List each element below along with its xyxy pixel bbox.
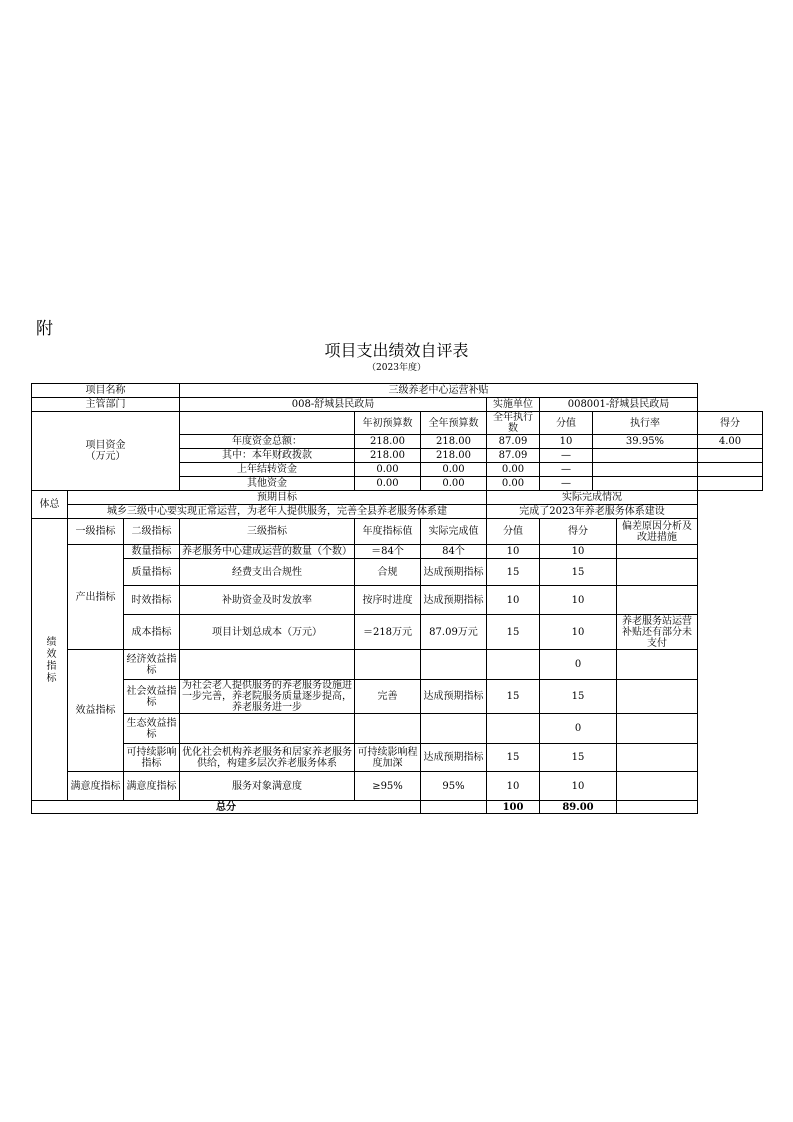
indicator-level3: 为社会老人提供服务的养老服务设施进一步完善，养老院服务质量逐步提高，养老服务进一步 <box>180 680 355 714</box>
indicator-level3: 养老服务中心建成运营的数量（个数） <box>180 545 355 559</box>
actual-completion-label: 实际完成情况 <box>487 491 698 505</box>
indicator-level3: 经费支出合规性 <box>180 559 355 586</box>
indicator-reason <box>617 559 698 586</box>
funds-label-line1: 项目资金 <box>85 440 126 451</box>
indicator-score: 0 <box>540 650 617 680</box>
output-indicator-label: 产出指标 <box>68 545 124 650</box>
indicator-score-value: 15 <box>487 615 540 650</box>
dept-label: 主管部门 <box>32 398 180 412</box>
funds-row-name: 上年结转资金 <box>180 463 355 477</box>
indicator-reason <box>617 714 698 744</box>
indicator-row <box>32 586 763 615</box>
total-reason-blank <box>617 801 698 814</box>
dept-row <box>32 398 763 412</box>
indicator-level2: 时效指标 <box>124 586 180 615</box>
total-score-value: 100 <box>487 801 540 814</box>
header-score: 得分 <box>540 519 617 545</box>
funds-label <box>32 412 180 491</box>
indicator-reason <box>617 650 698 680</box>
indicator-target: ＝218万元 <box>355 615 421 650</box>
indicator-level2: 成本指标 <box>124 615 180 650</box>
indicator-row <box>32 559 763 586</box>
year-subtitle: （2023年度） <box>367 363 426 373</box>
impl-label: 实施单位 <box>487 398 540 412</box>
indicator-actual: 达成预期指标 <box>421 559 487 586</box>
performance-table <box>31 383 763 814</box>
indicator-level3: 优化社会机构养老服务和居家养老服务供给，构建多层次养老服务体系 <box>180 744 355 772</box>
indicator-header-row <box>32 519 763 545</box>
indicator-target: ＝84个 <box>355 545 421 559</box>
funds-label-line2: （万元） <box>85 451 126 462</box>
dept-value: 008-舒城县民政局 <box>180 398 487 412</box>
funds-row-score: 4.00 <box>698 435 763 449</box>
funds-row-name: 年度资金总额： <box>180 435 355 449</box>
funds-row-executed: 0.00 <box>487 463 540 477</box>
total-score: 89.00 <box>540 801 617 814</box>
funds-header-row <box>32 412 763 435</box>
indicator-level3: 补助资金及时发放率 <box>180 586 355 615</box>
performance-indicator-label: 绩效指标 <box>32 519 68 801</box>
indicator-score-value: 15 <box>487 744 540 772</box>
satisfaction-indicator-label: 满意度指标 <box>68 772 124 801</box>
indicator-reason <box>617 680 698 714</box>
indicator-score-value: 10 <box>487 772 540 801</box>
indicator-target <box>355 714 421 744</box>
funds-row-score <box>698 477 763 491</box>
funds-row-name: 其中：本年财政拨款 <box>180 449 355 463</box>
overall-content-row <box>32 505 763 519</box>
header-level2: 二级指标 <box>124 519 180 545</box>
indicator-target <box>355 650 421 680</box>
indicator-reason <box>617 744 698 772</box>
total-row <box>32 801 763 814</box>
funds-row-annual: 218.00 <box>421 435 487 449</box>
funds-row-annual: 218.00 <box>421 449 487 463</box>
indicator-row <box>32 714 763 744</box>
indicator-reason <box>617 772 698 801</box>
indicator-reason <box>617 586 698 615</box>
funds-header-score: 得分 <box>698 412 763 435</box>
indicator-score-value <box>487 714 540 744</box>
total-label: 总分 <box>32 801 421 814</box>
indicator-actual <box>421 714 487 744</box>
funds-row-initial: 0.00 <box>355 477 421 491</box>
funds-row-score <box>698 449 763 463</box>
indicator-score: 10 <box>540 615 617 650</box>
overall-label: 体总 <box>32 491 68 519</box>
funds-row-rate <box>593 477 698 491</box>
indicator-row <box>32 545 763 559</box>
indicator-score-value: 15 <box>487 680 540 714</box>
indicator-level2: 数量指标 <box>124 545 180 559</box>
indicator-actual: 87.09万元 <box>421 615 487 650</box>
indicator-score: 10 <box>540 545 617 559</box>
funds-row-score <box>698 463 763 477</box>
indicator-actual: 84个 <box>421 545 487 559</box>
indicator-actual: 达成预期指标 <box>421 680 487 714</box>
funds-row-initial: 0.00 <box>355 463 421 477</box>
funds-header-initial: 年初预算数 <box>355 412 421 435</box>
indicator-actual: 达成预期指标 <box>421 586 487 615</box>
indicator-target: 按序时进度 <box>355 586 421 615</box>
indicator-score: 10 <box>540 772 617 801</box>
indicator-score: 15 <box>540 559 617 586</box>
project-name-row <box>32 384 763 398</box>
funds-header-score-value: 分值 <box>540 412 593 435</box>
indicator-target: 完善 <box>355 680 421 714</box>
indicator-level2: 经济效益指标 <box>124 650 180 680</box>
indicator-level3: 项目计划总成本（万元） <box>180 615 355 650</box>
funds-row-executed: 87.09 <box>487 435 540 449</box>
project-name-value: 三级养老中心运营补贴 <box>180 384 698 398</box>
indicator-level2: 社会效益指标 <box>124 680 180 714</box>
indicator-row <box>32 615 763 650</box>
indicator-score-value <box>487 650 540 680</box>
indicator-target: 可持续影响程度加深 <box>355 744 421 772</box>
funds-row-initial: 218.00 <box>355 449 421 463</box>
funds-row-initial: 218.00 <box>355 435 421 449</box>
total-actual-blank <box>421 801 487 814</box>
indicator-row <box>32 772 763 801</box>
overall-header-row <box>32 491 763 505</box>
actual-completion-text: 完成了2023年养老服务体系建设 <box>487 505 698 519</box>
indicator-score: 0 <box>540 714 617 744</box>
indicator-score: 15 <box>540 744 617 772</box>
indicator-level2: 满意度指标 <box>124 772 180 801</box>
indicator-level2: 生态效益指标 <box>124 714 180 744</box>
indicator-score: 10 <box>540 586 617 615</box>
funds-header-blank <box>180 412 355 435</box>
indicator-reason: 养老服务站运营补贴还有部分未支付 <box>617 615 698 650</box>
indicator-target: 合规 <box>355 559 421 586</box>
page-title: 项目支出绩效自评表 <box>324 341 469 360</box>
indicator-level3 <box>180 714 355 744</box>
funds-row-score-value: 10 <box>540 435 593 449</box>
project-name-label: 项目名称 <box>32 384 180 398</box>
indicator-actual: 达成预期指标 <box>421 744 487 772</box>
indicator-actual <box>421 650 487 680</box>
funds-row-score-value: — <box>540 449 593 463</box>
funds-row-annual: 0.00 <box>421 477 487 491</box>
funds-row-score-value: — <box>540 463 593 477</box>
funds-header-rate: 执行率 <box>593 412 698 435</box>
benefit-indicator-label: 效益指标 <box>68 650 124 772</box>
funds-row-name: 其他资金 <box>180 477 355 491</box>
indicator-row <box>32 650 763 680</box>
indicator-target: ≥95% <box>355 772 421 801</box>
header-score-value: 分值 <box>487 519 540 545</box>
indicator-level3 <box>180 650 355 680</box>
indicator-actual: 95% <box>421 772 487 801</box>
appendix-mark: 附 <box>36 319 53 339</box>
header-actual: 实际完成值 <box>421 519 487 545</box>
indicator-score: 15 <box>540 680 617 714</box>
funds-header-executed: 全年执行数 <box>487 412 540 435</box>
expected-goal-text: 城乡三级中心要实现正常运营，为老年人提供服务，完善全县养老服务体系建 <box>68 505 487 519</box>
header-reason: 偏差原因分析及改进措施 <box>617 519 698 545</box>
indicator-level2: 可持续影响指标 <box>124 744 180 772</box>
indicator-row <box>32 744 763 772</box>
funds-row-score-value: — <box>540 477 593 491</box>
funds-row-executed: 0.00 <box>487 477 540 491</box>
header-level3: 三级指标 <box>180 519 355 545</box>
indicator-score-value: 15 <box>487 559 540 586</box>
funds-row-annual: 0.00 <box>421 463 487 477</box>
header-level1: 一级指标 <box>68 519 124 545</box>
indicator-level2: 质量指标 <box>124 559 180 586</box>
impl-value: 008001-舒城县民政局 <box>540 398 698 412</box>
indicator-level3: 服务对象满意度 <box>180 772 355 801</box>
indicator-score-value: 10 <box>487 586 540 615</box>
funds-header-annual: 全年预算数 <box>421 412 487 435</box>
indicator-reason <box>617 545 698 559</box>
header-target: 年度指标值 <box>355 519 421 545</box>
expected-goal-label: 预期目标 <box>68 491 487 505</box>
funds-row-rate: 39.95% <box>593 435 698 449</box>
indicator-score-value: 10 <box>487 545 540 559</box>
funds-row-rate <box>593 449 698 463</box>
funds-row-rate <box>593 463 698 477</box>
indicator-row <box>32 680 763 714</box>
funds-row-executed: 87.09 <box>487 449 540 463</box>
